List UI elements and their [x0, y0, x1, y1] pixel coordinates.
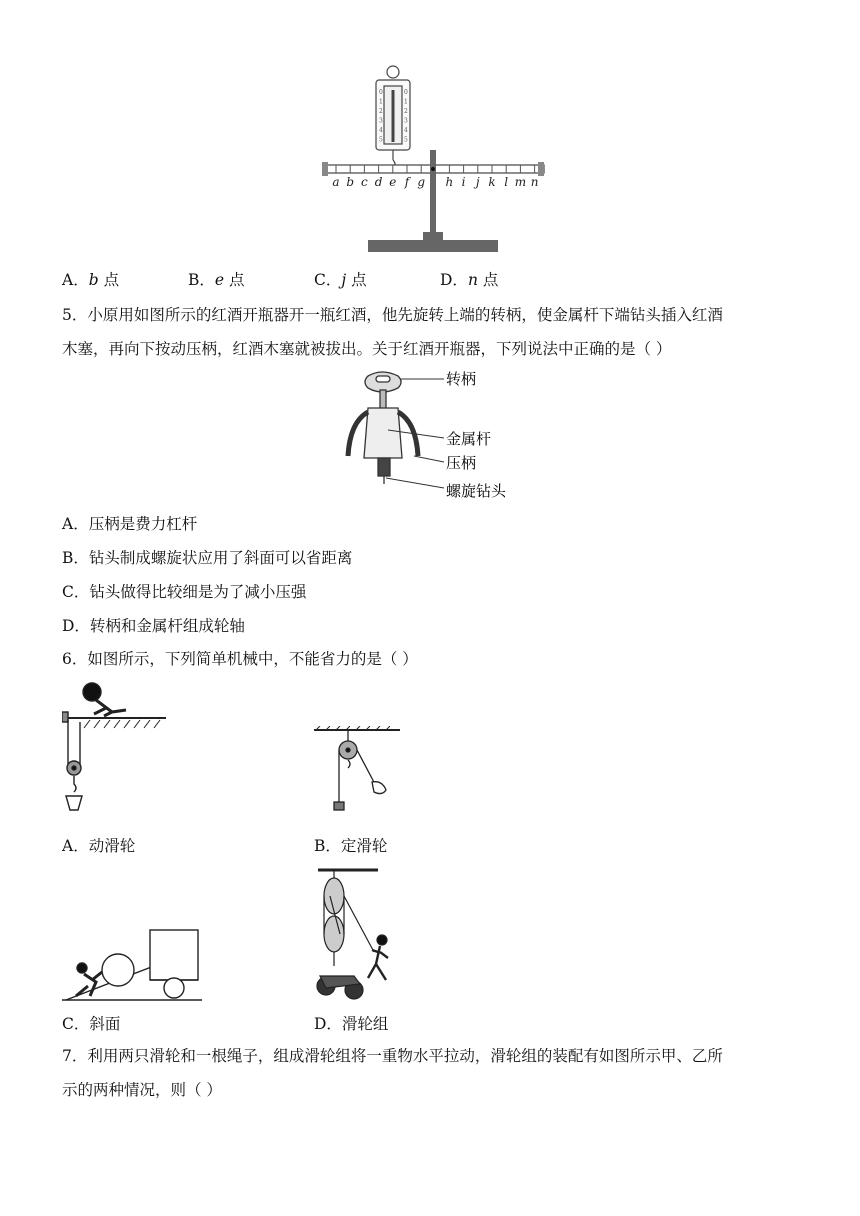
scale-mark: 1: [379, 98, 383, 106]
lever-letter: b: [346, 175, 355, 189]
lever-letter: a: [332, 175, 340, 189]
q5-option-a[interactable]: A．压柄是费力杠杆: [62, 515, 198, 533]
lever-letter: f: [404, 175, 410, 189]
corkscrew-figure: [340, 368, 530, 506]
label-handle: 转柄: [446, 370, 477, 388]
q4-option-b[interactable]: B．e 点: [188, 271, 245, 289]
lever-letter: m: [514, 175, 527, 189]
figure-inclined-plane: [62, 926, 204, 1004]
q6-caption-d[interactable]: D．滑轮组: [314, 1015, 389, 1033]
lever-letter: n: [530, 175, 539, 189]
scale-mark: 0: [404, 89, 408, 96]
scale-mark: 2: [379, 108, 383, 115]
q5-option-d[interactable]: D．转柄和金属杆组成轮轴: [62, 617, 245, 635]
lever-letter: d: [374, 175, 383, 189]
lever-letter: l: [504, 175, 509, 189]
lever-letter: j: [475, 175, 480, 189]
corkscrew-drawing: [348, 372, 418, 484]
lever-letter: i: [461, 175, 466, 189]
lever-letter: k: [488, 175, 496, 189]
lever-letter: e: [389, 175, 397, 189]
q6-caption-b[interactable]: B．定滑轮: [314, 837, 388, 855]
scale-mark: 4: [404, 127, 408, 134]
label-rod: 金属杆: [446, 430, 492, 448]
q5-stem-line2: 木塞，再向下按动压柄，红酒木塞就被拔出。关于红酒开瓶器，下列说法中正确的是（ ）: [62, 340, 672, 358]
figure-movable-pulley: [62, 680, 168, 822]
scale-mark: 4: [379, 127, 383, 134]
figure-fixed-pulley: [314, 726, 402, 818]
q4-option-d[interactable]: D．n 点: [440, 271, 499, 289]
q7-stem-line2: 示的两种情况，则（ ）: [62, 1081, 222, 1099]
figure-pulley-block: [314, 866, 410, 1004]
scale-mark: 3: [404, 117, 408, 125]
q5-option-b[interactable]: B．钻头制成螺旋状应用了斜面可以省距离: [62, 549, 353, 567]
q4-option-c[interactable]: C．j 点: [314, 271, 367, 289]
scale-mark: 1: [404, 98, 408, 106]
q5-stem-line1: 5．小原用如图所示的红酒开瓶器开一瓶红酒，他先旋转上端的转柄，使金属杆下端钻头插入红酒: [62, 306, 723, 324]
scale-mark: 2: [404, 108, 408, 115]
q4-option-a[interactable]: A．b 点: [62, 271, 120, 289]
scale-mark: 0: [379, 89, 383, 96]
lever-letter: c: [361, 175, 368, 189]
label-lever: 压柄: [446, 454, 477, 472]
scale-mark: 3: [379, 117, 383, 125]
scale-mark: 5: [379, 136, 383, 144]
label-drill: 螺旋钻头: [446, 482, 507, 500]
q5-option-c[interactable]: C．钻头做得比较细是为了减小压强: [62, 583, 307, 601]
q7-stem-line1: 7．利用两只滑轮和一根绳子，组成滑轮组将一重物水平拉动，滑轮组的装配有如图所示甲、乙所: [62, 1047, 723, 1065]
scale-mark: 5: [404, 136, 408, 144]
lever-letter: g: [417, 175, 426, 189]
q6-stem: 6．如图所示，下列简单机械中，不能省力的是（ ）: [62, 650, 418, 668]
q6-caption-c[interactable]: C．斜面: [62, 1015, 121, 1033]
q6-caption-a[interactable]: A．动滑轮: [62, 837, 136, 855]
lever-balance-figure: [318, 62, 554, 262]
lever-letter: h: [445, 175, 454, 189]
